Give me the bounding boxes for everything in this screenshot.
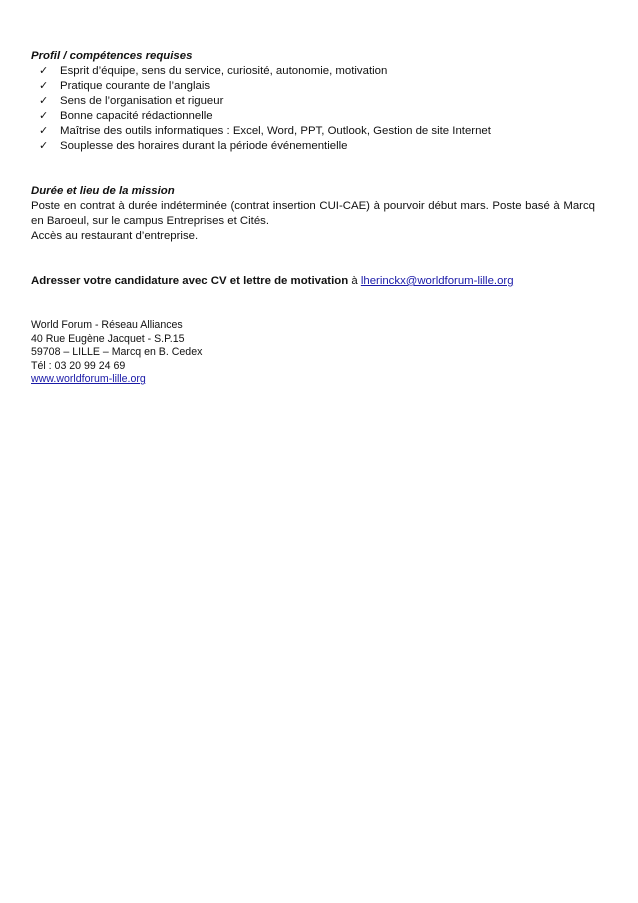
list-item [39, 79, 595, 94]
list-item [39, 139, 595, 154]
list-item-text: Pratique courante de l’anglais [60, 80, 211, 92]
website-link[interactable]: www.worldforum-lille.org [31, 373, 146, 385]
email-link[interactable]: lherinckx@worldforum-lille.org [360, 275, 514, 287]
spacer [31, 154, 595, 184]
profile-heading: Profil / compétences requises [31, 50, 193, 62]
address-street: 40 Rue Eugène Jacquet - S.P.15 [31, 332, 185, 345]
list-item-text: Souplesse des horaires durant la période événementielle [60, 140, 348, 152]
list-item [39, 64, 595, 79]
list-item [39, 109, 595, 124]
list-item-text: Esprit d’équipe, sens du service, curiosité, autonomie, motivation [60, 65, 388, 77]
address-city: 59708 – LILLE – Marcq en B. Cedex [31, 346, 203, 358]
address-block [31, 319, 595, 387]
application-instruction: Adresser votre candidature avec CV et lettre de motivation [31, 275, 349, 287]
list-item-text: Bonne capacité rédactionnelle [60, 110, 213, 122]
address-org: World Forum - Réseau Alliances [31, 319, 183, 331]
check-icon: ✓ [39, 140, 49, 152]
check-icon: ✓ [39, 80, 49, 92]
profile-checklist [31, 64, 595, 154]
application-connector: à [348, 275, 361, 287]
document-page [31, 49, 595, 387]
mission-restaurant-line: Accès au restaurant d’entreprise. [31, 230, 199, 242]
check-icon: ✓ [39, 95, 49, 107]
check-icon: ✓ [39, 110, 49, 122]
list-item-text: Sens de l’organisation et rigueur [60, 95, 224, 107]
profile-section [31, 49, 595, 154]
spacer [31, 244, 595, 274]
mission-section [31, 184, 595, 244]
mission-paragraph: Poste en contrat à durée indéterminée (contrat insertion CUI-CAE) à pourvoir début mars. Poste basé à Marcq en Baroeul, sur le campus Entreprises et Cités. [31, 200, 595, 227]
application-line [31, 274, 595, 289]
spacer [31, 289, 595, 319]
check-icon: ✓ [39, 65, 49, 77]
list-item [39, 94, 595, 109]
list-item [39, 124, 595, 139]
mission-heading: Durée et lieu de la mission [31, 185, 175, 197]
address-phone: Tél : 03 20 99 24 69 [31, 359, 126, 372]
check-icon: ✓ [39, 125, 49, 137]
list-item-text: Maîtrise des outils informatiques : Excel, Word, PPT, Outlook, Gestion de site Internet [60, 125, 491, 137]
